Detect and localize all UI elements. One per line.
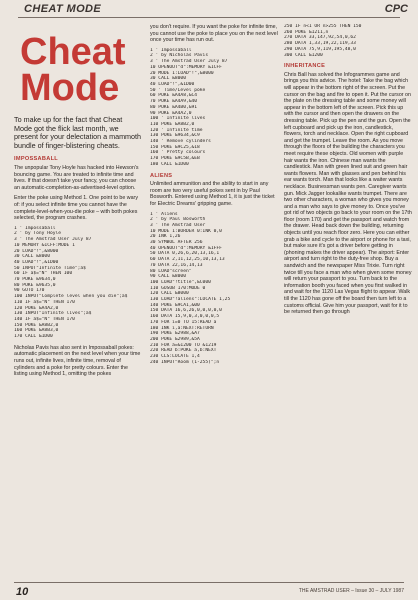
code-line: 80 LOAD"screen" <box>150 268 192 274</box>
impossaball-pavis-listing <box>150 48 278 168</box>
column-right <box>284 24 412 320</box>
code-line: 170 POKE &9C5B,&EB <box>150 156 200 162</box>
column-left <box>14 24 142 382</box>
code-line: 160 POKE &A8B3,0 <box>14 328 59 334</box>
code-line: 100 ' Infinite lives <box>150 116 206 122</box>
aliens-listing-continued <box>284 24 412 58</box>
code-line: 20 INK 1,26 <box>150 234 181 240</box>
code-line: 100 LOAD"!title",&C000 <box>150 279 211 285</box>
inheritance-paragraph: Chris Ball has solved the Infogrammes game and brings you this advice. The hotel: Take the bag which will appear in the bottom right of the screen. Put the cursor on the bag and fire to open it. Put the cursor on the plate on the dressing table and some money will appear in the bottom left of the screen. Pick this up with the cursor and then open the drawers on the dressing table. Pick up the pen and the gun. Open the left cupboard and pick up the iron, candlestick, flowers, torch and necklace. Open the right cupboard and get the trumpet. Leave the room. As you move through the floors of the building the characters you meet require these objects. Old women with purple hair wants the iron. Chinese man wants the candlestick. Man with green lined suit and green hair wants flowers. Man with glasses and pen behind his ear wants torch. Man that looks like a waiter wants necklace. Businessman wants pen. Caregiver wants gun. Mick Jagger lookalike wants trumpet. There are two other characters, a woman who gives you money and a man who says to give money to. Once you've got rid of two objects go back to your room on the 17th floor (room 170) and get the passport and watch from the drawer. Head back down the building, returning objects until you reach floor zero. Here you can either grab a bike and cycle to the airport or phone for a taxi, but make sure it's got a driver before getting in (phoning makes the driver appear). The airport: Enter airport and turn right to the duty-free shop. Buy a sandwich and the newspaper Miss Trixie. Turn right twice till you face a man who when given some money will return your passport to you. Turn back to the information booth you faced when you first walked in and wait for the 1120 Las Vegas flight to appear. Walk till the 1120 has gone off the board then turn left to a customs official. Give him your passport, wait for it to be returned then go through <box>284 71 412 316</box>
code-line: 2 ' by Paul Bosworth <box>150 217 206 223</box>
code-line: 50 ' Time/Level poke <box>150 87 206 93</box>
code-line: 190 POKE &2988,&A7 <box>150 331 200 337</box>
code-line: 280 DATA 1,33,19,22,119,33 <box>284 41 356 47</box>
code-line: 150 POKE &9C25,&18 <box>150 144 200 150</box>
code-line: 70 DATA 22,16,14,13 <box>150 262 203 268</box>
code-line: 20 LOAD"!",&8000 <box>14 248 59 254</box>
platform-badge: CPC <box>384 3 408 15</box>
intro-paragraph: To make up for the fact that Cheat Mode got the flick last month, we present for your delectation a mammoth bundle of finger-blistering cheats. <box>14 115 142 150</box>
middle-intro-paragraph: you don't require. If you want the poke for infinite time, you cannot use the poke to place you on the next level once your time has run out. <box>150 24 278 44</box>
page-title: Cheat Mode <box>20 31 126 109</box>
code-line: 140 ' Remove cylinders <box>150 139 211 145</box>
code-line: 120 POKE &A4A2,0 <box>14 305 59 311</box>
code-line: 3 ' The Amstrad User July 87 <box>14 237 92 243</box>
code-line: 100 INPUT"Complete level when you die";a$ <box>14 294 128 300</box>
column-middle <box>150 24 278 371</box>
code-line: 20 MODE 1:LOAD"!",&8000 <box>150 70 214 76</box>
code-line: 10 MEMORY &1CFF:MODE 1 <box>14 242 75 248</box>
code-line: 10 OPENOUT"d":MEMORY &1CFF <box>150 64 222 70</box>
code-line: 30 CALL &8000 <box>14 254 50 260</box>
code-line: 300 CALL &1200 <box>284 52 323 58</box>
code-line: 50 DATA 0,26,6,20,13,16,1 <box>150 251 220 257</box>
code-line: 270 DATA 33,147,92,54,0,62 <box>284 35 356 41</box>
code-line: 40 OPENOUT"d":MEMORY &1FFF <box>150 245 222 251</box>
code-line: 90 GOTO 170 <box>14 288 45 294</box>
code-line: 40 LOAD"!",&1D00 <box>150 82 195 87</box>
code-line: 60 DATA 2,11,12,25,10,13,13 <box>150 257 225 263</box>
code-line: 140 IF a$="N" THEN 170 <box>14 316 75 322</box>
code-line: 70 POKE &A4A9,&40 <box>150 99 198 105</box>
code-line: 120 ' Infinite time <box>150 127 203 133</box>
page-header <box>0 0 418 16</box>
code-line: 250 IF n<1 OR n>255 THEN 150 <box>284 24 362 29</box>
code-line: 200 POKE &2989,&5A <box>150 336 200 342</box>
impossaball-listing <box>14 226 142 340</box>
impossaball-paragraph-2: Enter the poke using Method 1. One point to be wary of: if you select infinite time you cannot have the complete-level-when-you-die poke – with both pokes selected, the program crashes. <box>14 195 138 222</box>
code-line: 180 INK i,a:NEXT:RETURN <box>150 325 214 331</box>
code-line: 260 POKE &1211,n <box>284 29 329 35</box>
footer-issue-info: THE AMSTRAD USER – Issue 30 – JULY 1987 <box>298 588 404 594</box>
impossaball-after-paragraph: Nicholas Pavis has also sent in Impossaball pokes: automatic placement on the next level when your time runs out, infinite lives, infinite time, removal of cylinders and a poke for pretty colours. Enter the listing using Method 1, omitting the pokes <box>14 344 141 378</box>
code-line: 60 POKE &A4A8,&C4 <box>150 93 198 99</box>
aliens-paragraph: Unlimited ammunition and the ability to start in any room are two very useful pokes sent in by Paul Bosworth. Entered using Method 1, it is just the ticket for Electric Dreams' gripping game. <box>150 181 275 207</box>
code-line: 110 IF a$="N" THEN 170 <box>14 299 75 305</box>
code-line: 170 FOR i=0 TO 15:READ a <box>150 319 217 325</box>
section-label: CHEAT MODE <box>24 3 102 15</box>
code-line: 1 ' Aliens <box>150 211 178 217</box>
impossaball-heading: IMPOSSABALL <box>14 156 59 163</box>
code-line: 180 CALL &1D00 <box>150 161 189 167</box>
header-rule <box>18 17 400 18</box>
code-line: 110 GOSUB 170:MODE 0 <box>150 285 206 291</box>
code-line: 1 ' Impossaball <box>14 225 56 231</box>
inheritance-heading: INHERITANCE <box>284 63 326 70</box>
code-line: 2 ' by Tony Hoyle <box>14 231 62 237</box>
footer-rule <box>14 582 404 583</box>
code-line: 150 POKE &A8B2,0 <box>14 322 59 328</box>
code-line: 160 ' Pretty colours <box>150 150 206 156</box>
code-line: 30 SYMBOL AFTER 256 <box>150 240 203 246</box>
code-line: 70 POKE &9634,0 <box>14 277 56 283</box>
code-line: 50 INPUT"Infinite Time";a$ <box>14 265 86 271</box>
code-line: 80 POKE &9635,0 <box>14 282 56 288</box>
code-line: 130 POKE &9634,&C9 <box>150 133 200 139</box>
code-line: 290 DATA 75,9,119,195,48,0 <box>284 46 356 52</box>
code-line: 140 POKE &9CA1,&00 <box>150 302 200 308</box>
code-line: 130 INPUT"Infinite lives";a$ <box>14 311 92 317</box>
code-line: 90 POKE &A4A2,0 <box>150 110 192 116</box>
code-line: 80 POKE &A4B0,&91 <box>150 104 198 110</box>
code-line: 160 DATA 15,9,0,3,0,0,0,5 <box>150 314 220 320</box>
impossaball-paragraph-1: The unpopular Tony Hoyle has hacked into Hewson's bouncing game. You are treated to infinite time and lives. If that doesn't take your fancy, you can choose an automatic-completion-as-advertised-level option. <box>14 164 139 191</box>
code-line: 3 ' The Amstrad User <box>150 222 206 228</box>
code-line: 150 DATA 16,6,26,0,0,0,0,0 <box>150 308 222 314</box>
aliens-heading: ALIENS <box>150 172 173 179</box>
code-line: 30 CALL &8000 <box>150 76 186 82</box>
code-line: 170 CALL &1D00 <box>14 334 53 340</box>
code-line: 110 POKE &A8B2,0 <box>150 121 195 127</box>
code-line: 3 ' The Amstrad User July 87 <box>150 59 228 65</box>
code-line: 240 INPUT"Room (1-255)";n <box>150 359 220 365</box>
code-line: 10 MODE 1:BORDER 0:INK 0,0 <box>150 228 222 234</box>
code-line: 1 ' Impossaball <box>150 47 192 53</box>
code-line: 130 LOAD"!aliens":LOCATE 1,25 <box>150 297 231 303</box>
code-line: 40 LOAD"!",&1D00 <box>14 259 59 265</box>
code-line: 210 FOR a=&1200 TO &1219 <box>150 342 217 348</box>
page-number: 10 <box>16 586 29 598</box>
code-line: 220 READ b:POKE a,b:NEXT <box>150 348 217 354</box>
code-line: 120 CALL &8000 <box>150 291 189 297</box>
code-line: 60 IF a$="N" THEN 100 <box>14 271 73 277</box>
code-line: 90 CALL &8000 <box>150 274 186 280</box>
aliens-listing <box>150 212 278 366</box>
code-line: 230 CLS:LOCATE 1,4 <box>150 354 200 360</box>
code-line: 2 ' by Nicholas Pavis <box>150 53 209 59</box>
